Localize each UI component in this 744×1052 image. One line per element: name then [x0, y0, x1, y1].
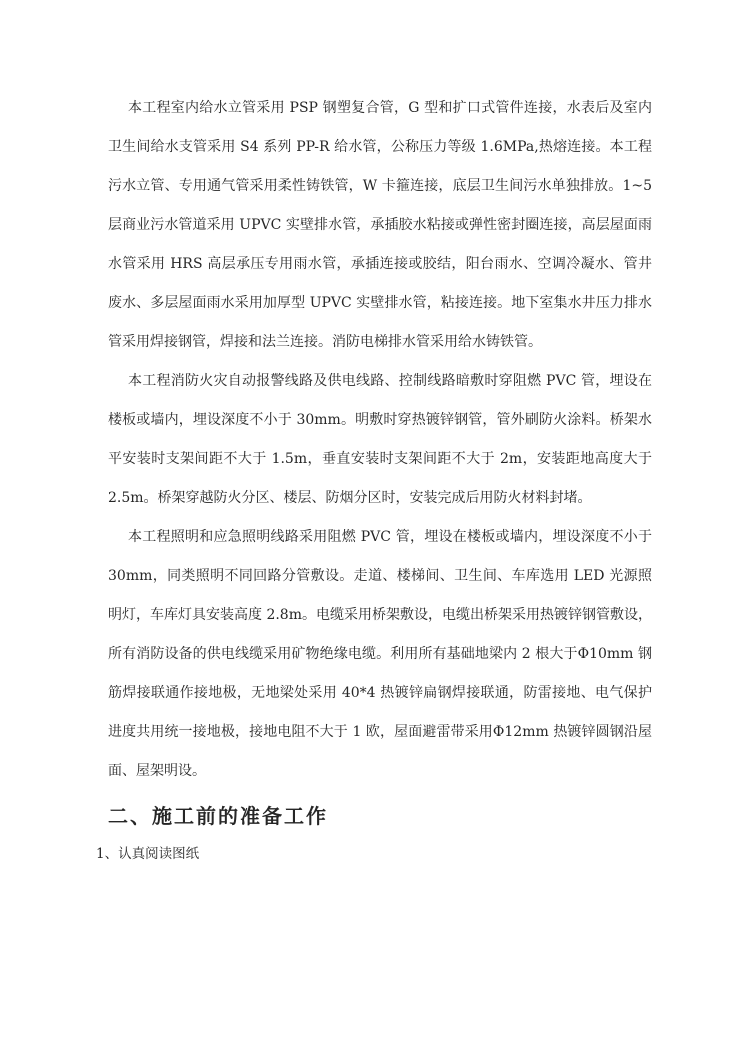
- paragraph-fire-alarm-wiring: 本工程消防火灾自动报警线路及供电线路、控制线路暗敷时穿阻燃 PVC 管，埋设在楼板或墙内，埋设深度不小于 30mm。明敷时穿热镀锌钢管，管外刷防火涂料。桥架水平安装时支架间距不大于 1.5m，垂直安装时支架间距不大于 2m，安装距地高度大于 2.5m。桥架穿越防火分区、楼层、防烟分区时，安装完成后用防火材料封堵。: [108, 373, 652, 506]
- paragraph-water-supply-drainage-pipes: 本工程室内给水立管采用 PSP 钢塑复合管，G 型和扩口式管件连接，水表后及室内卫生间给水支管采用 S4 系列 PP-R 给水管，公称压力等级 1.6MPa,热熔连接。本工程污水立管、专用通气管采用柔性铸铁管，W 卡箍连接，底层卫生间污水单独排放。1~5 层商业污水管道采用 UPVC 实壁排水管，承插胶水粘接或弹性密封圈连接，高层屋面雨水管采用 HRS 高层承压专用雨水管，承插连接或胶结，阳台雨水、空调冷凝水、管井废水、多层屋面雨水采用加厚型 UPVC 实壁排水管，粘接连接。地下室集水井压力排水管采用焊接钢管，焊接和法兰连接。消防电梯排水管采用给水铸铁管。: [108, 100, 652, 350]
- list-item-read-drawings: 1、认真阅读图纸: [96, 846, 200, 862]
- paragraph-lighting-grounding: 本工程照明和应急照明线路采用阻燃 PVC 管，埋设在楼板或墙内，埋设深度不小于 30mm，同类照明不同回路分管敷设。走道、楼梯间、卫生间、车库选用 LED 光源照明灯，车库灯具安装高度 2.8m。电缆采用桥架敷设，电缆出桥架采用热镀锌钢管敷设，所有消防设备的供电线缆采用矿物绝缘电缆。利用所有基础地梁内 2 根大于Φ10mm 钢筋焊接联通作接地极，无地梁处采用 40*4 热镀锌扁钢焊接联通，防雷接地、电气保护进度共用统一接地极，接地电阻不大于 1 欧，屋面避雷带采用Φ12mm 热镀锌圆钢沿屋面、屋架明设。: [108, 529, 652, 779]
- section-heading-preparation-work: 二、施工前的准备工作: [108, 804, 328, 828]
